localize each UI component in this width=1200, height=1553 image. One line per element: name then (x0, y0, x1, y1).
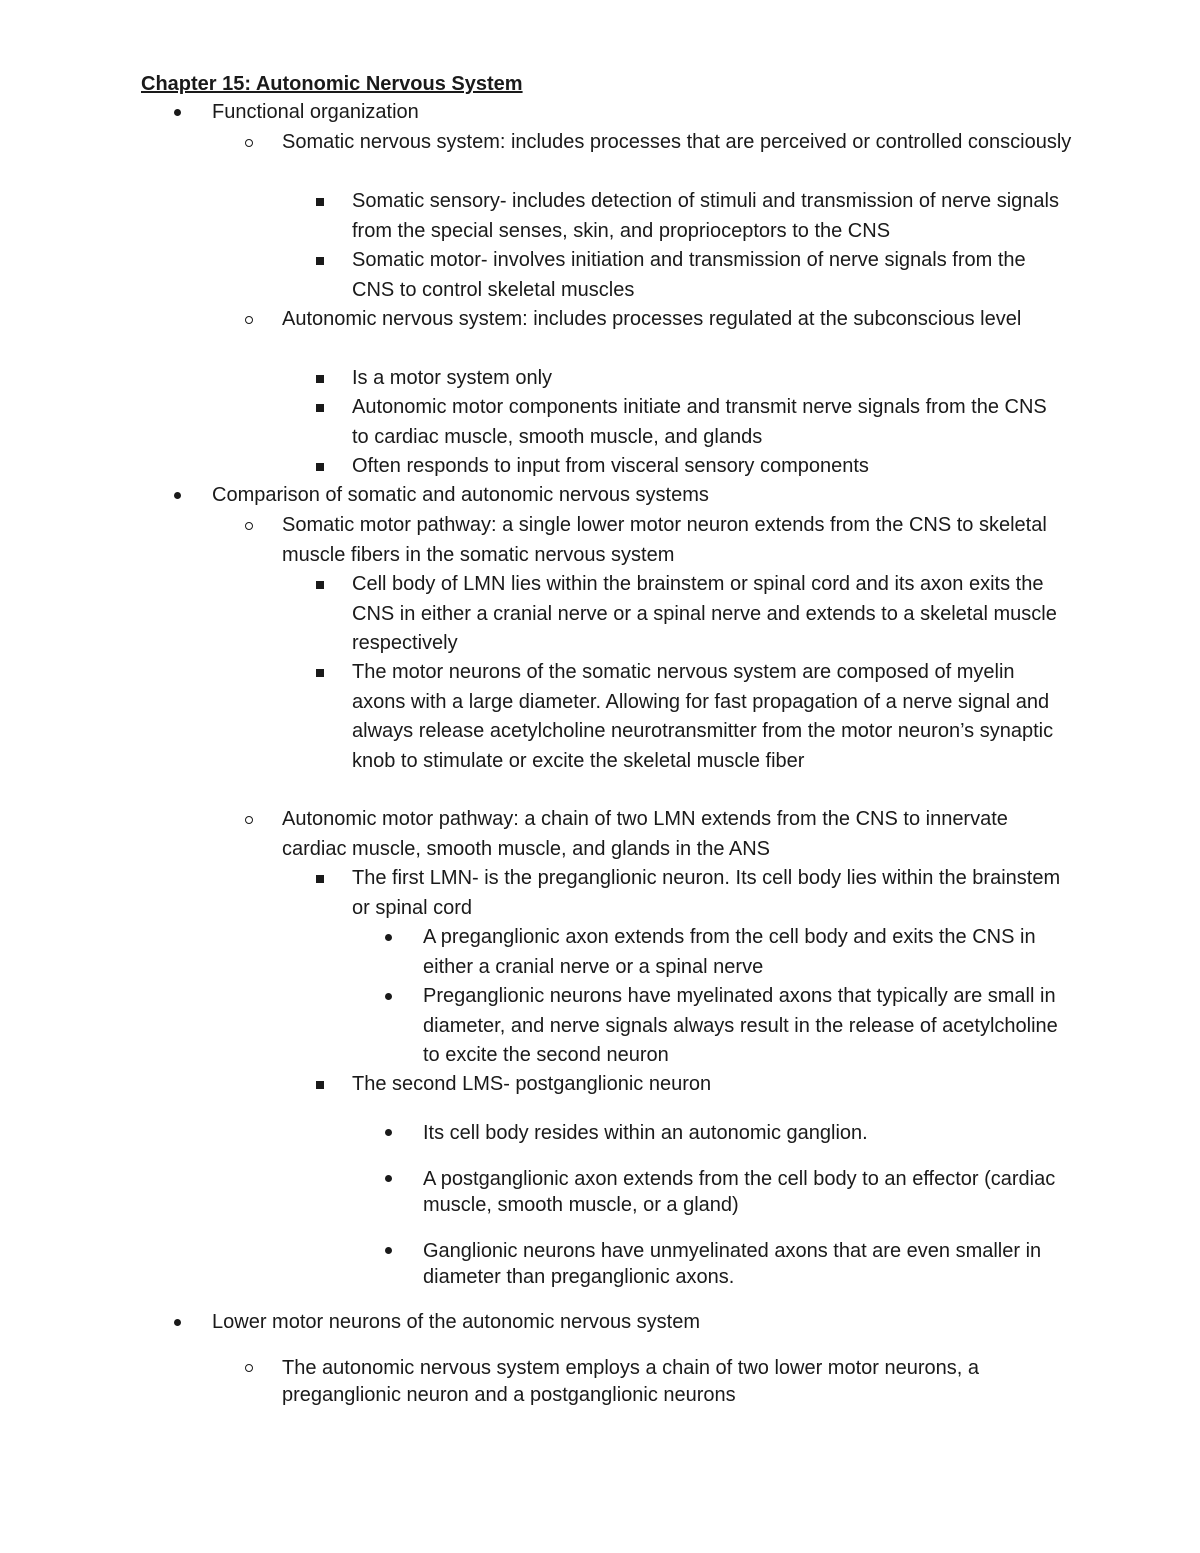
bullet-square-icon (316, 669, 324, 677)
list-item-text: Autonomic motor pathway: a chain of two LMN extends from the CNS to innervate cardiac muscle, smooth muscle, and glands in the ANS (282, 808, 1008, 860)
bullet-disc-icon (174, 492, 181, 499)
list-item (423, 982, 1068, 1071)
list-item (352, 246, 1062, 305)
list-item (352, 864, 1062, 923)
list-item (282, 511, 1072, 570)
list-item (212, 98, 1092, 128)
bullet-square-icon (316, 875, 324, 883)
list-item (423, 1166, 1068, 1218)
list-item (352, 452, 1062, 482)
list-item (212, 1308, 1092, 1338)
list-item-text: Comparison of somatic and autonomic nervous systems (212, 484, 709, 506)
list-item (352, 570, 1062, 659)
bullet-disc-icon (174, 109, 181, 116)
list-item-text: Often responds to input from visceral sensory components (352, 455, 869, 477)
list-item-text: Somatic motor- involves initiation and transmission of nerve signals from the CNS to control skeletal muscles (352, 249, 1026, 301)
bullet-circle-icon (245, 522, 253, 530)
list-item-text: A postganglionic axon extends from the cell body to an effector (cardiac muscle, smooth muscle, or a gland) (423, 1168, 1056, 1216)
list-item-text: A preganglionic axon extends from the cell body and exits the CNS in either a cranial nerve or a spinal nerve (423, 926, 1036, 978)
bullet-disc-icon (385, 1247, 392, 1254)
list-item-text: Is a motor system only (352, 367, 553, 389)
list-item (352, 393, 1062, 452)
bullet-circle-icon (245, 316, 253, 324)
list-item (352, 658, 1062, 776)
bullet-square-icon (316, 581, 324, 589)
list-item-text: Its cell body resides within an autonomic ganglion. (423, 1122, 868, 1144)
bullet-square-icon (316, 1081, 324, 1089)
bullet-circle-icon (245, 1364, 253, 1372)
bullet-disc-icon (385, 934, 392, 941)
bullet-disc-icon (174, 1319, 181, 1326)
list-item-text: The autonomic nervous system employs a chain of two lower motor neurons, a preganglionic neuron and a postganglionic neurons (282, 1357, 979, 1406)
bullet-square-icon (316, 463, 324, 471)
list-item (282, 128, 1072, 158)
bullet-square-icon (316, 375, 324, 383)
list-item (423, 923, 1068, 982)
list-item (212, 481, 1092, 511)
list-item-text: Somatic nervous system: includes processes that are perceived or controlled consciously (282, 131, 1072, 153)
bullet-disc-icon (385, 1129, 392, 1136)
list-item-text: Functional organization (212, 101, 419, 123)
list-item (352, 187, 1062, 246)
bullet-circle-icon (245, 139, 253, 147)
list-item (282, 1355, 1072, 1409)
list-item-text: Cell body of LMN lies within the brainstem or spinal cord and its axon exits the CNS in either a cranial nerve or a spinal nerve and extends to a skeletal muscle respectively (352, 573, 1057, 654)
bullet-square-icon (316, 198, 324, 206)
list-item (282, 805, 1072, 864)
list-item (423, 1120, 1068, 1146)
list-item-text: Somatic sensory- includes detection of stimuli and transmission of nerve signals from the special senses, skin, and proprioceptors to the CNS (352, 190, 1059, 242)
bullet-disc-icon (385, 1175, 392, 1182)
page-title: Chapter 15: Autonomic Nervous System (141, 73, 523, 95)
list-item-text: Preganglionic neurons have myelinated axons that typically are small in diameter, and nerve signals always result in the release of acetylcholine to excite the second neuron (423, 985, 1058, 1066)
list-item (352, 364, 1062, 394)
list-item-text: The motor neurons of the somatic nervous system are composed of myelin axons with a large diameter. Allowing for fast propagation of a nerve signal and always release acetylcholine neurotransmitter from the motor neuron’s synaptic knob to stimulate or excite the skeletal muscle fiber (352, 661, 1054, 772)
list-item (282, 305, 1072, 335)
list-item-text: Autonomic motor components initiate and transmit nerve signals from the CNS to cardiac muscle, smooth muscle, and glands (352, 396, 1047, 448)
list-item (352, 1070, 1062, 1100)
bullet-square-icon (316, 404, 324, 412)
list-item-text: Lower motor neurons of the autonomic nervous system (212, 1311, 701, 1333)
list-item-text: Autonomic nervous system: includes processes regulated at the subconscious level (282, 308, 1022, 330)
list-item-text: The second LMS- postganglionic neuron (352, 1073, 712, 1095)
bullet-circle-icon (245, 816, 253, 824)
list-item-text: The first LMN- is the preganglionic neuron. Its cell body lies within the brainstem or spinal cord (352, 867, 1061, 919)
bullet-square-icon (316, 257, 324, 265)
list-item (423, 1238, 1068, 1290)
list-item-text: Ganglionic neurons have unmyelinated axons that are even smaller in diameter than preganglionic axons. (423, 1240, 1042, 1288)
bullet-disc-icon (385, 993, 392, 1000)
list-item-text: Somatic motor pathway: a single lower motor neuron extends from the CNS to skeletal muscle fibers in the somatic nervous system (282, 514, 1047, 566)
